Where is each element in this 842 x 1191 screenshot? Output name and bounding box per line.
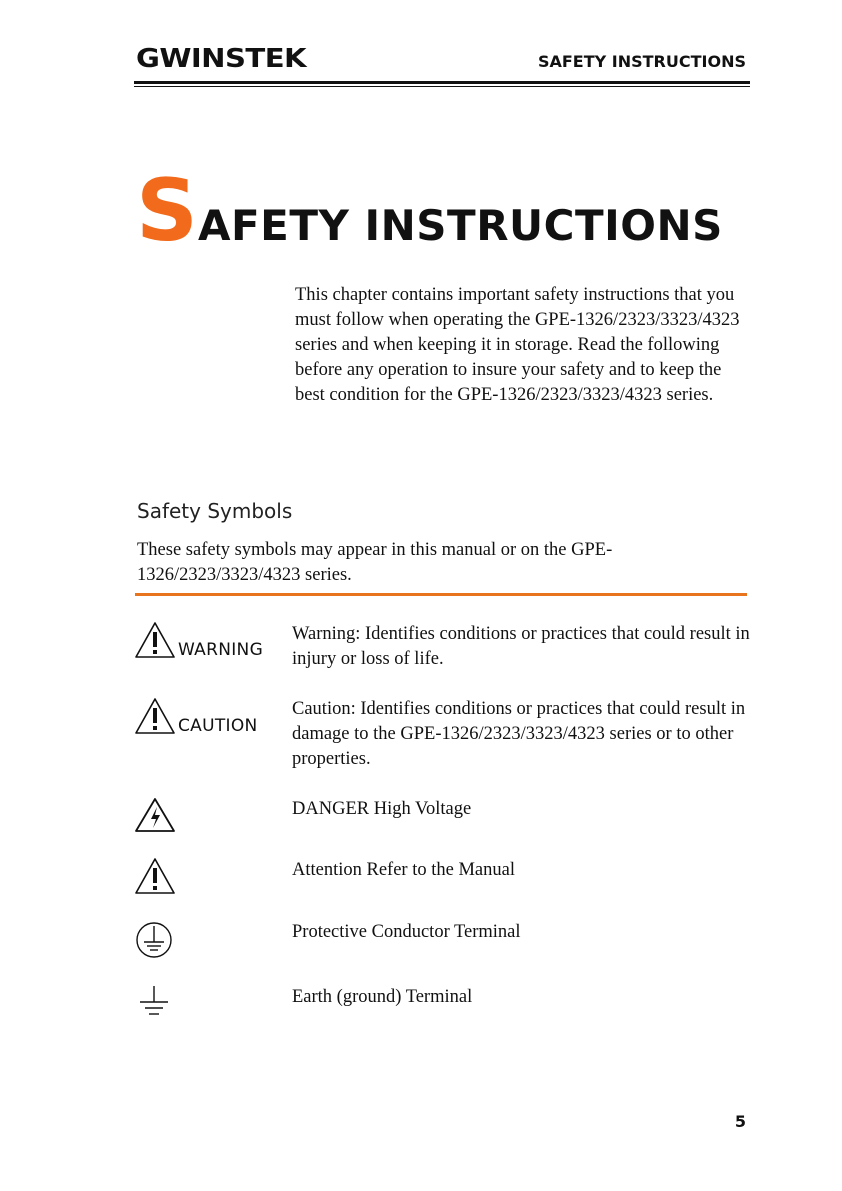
chapter-title-rest: AFETY INSTRUCTIONS xyxy=(197,201,723,250)
warning-icon xyxy=(134,620,176,660)
section-divider xyxy=(135,593,747,596)
attention-description: Attention Refer to the Manual xyxy=(292,860,515,880)
warning-description: Warning: Identifies conditions or practices that could result in injury or loss of life. xyxy=(292,624,750,669)
caution-icon xyxy=(134,696,176,736)
section-heading: Safety Symbols xyxy=(137,499,293,523)
high-voltage-description: DANGER High Voltage xyxy=(292,799,472,819)
section-description: These safety symbols may appear in this manual or on the GPE-1326/2323/3323/4323 series. xyxy=(137,540,613,585)
caution-description: Caution: Identifies conditions or practices that could result in damage to the GPE-1326/2323/3323/4323 series or to other properties. xyxy=(292,699,746,769)
caution-label: CAUTION xyxy=(178,716,258,736)
chapter-intro: This chapter contains important safety instructions that you must follow when operating the GPE-1326/2323/3323/4323 series and when keeping it in storage. Read the following before any operation to insure your safety and to keep the best condition for the GPE-1326/2323/3323/4323 series. xyxy=(295,285,740,405)
protective-conductor-description: Protective Conductor Terminal xyxy=(292,922,521,942)
high-voltage-icon xyxy=(134,796,176,834)
earth-ground-description: Earth (ground) Terminal xyxy=(292,987,473,1007)
chapter-title-initial: S xyxy=(136,161,198,261)
header-rule xyxy=(134,81,750,84)
attention-icon xyxy=(134,856,176,896)
warning-label: WARNING xyxy=(178,640,264,660)
header-section-title: SAFETY INSTRUCTIONS xyxy=(537,52,746,71)
protective-conductor-icon xyxy=(134,920,174,960)
chapter-title xyxy=(136,161,723,261)
brand-logo: GWINSTEK xyxy=(136,44,307,74)
earth-ground-icon xyxy=(134,984,174,1020)
header-rule-thin xyxy=(134,86,750,87)
page-number: 5 xyxy=(734,1112,746,1131)
